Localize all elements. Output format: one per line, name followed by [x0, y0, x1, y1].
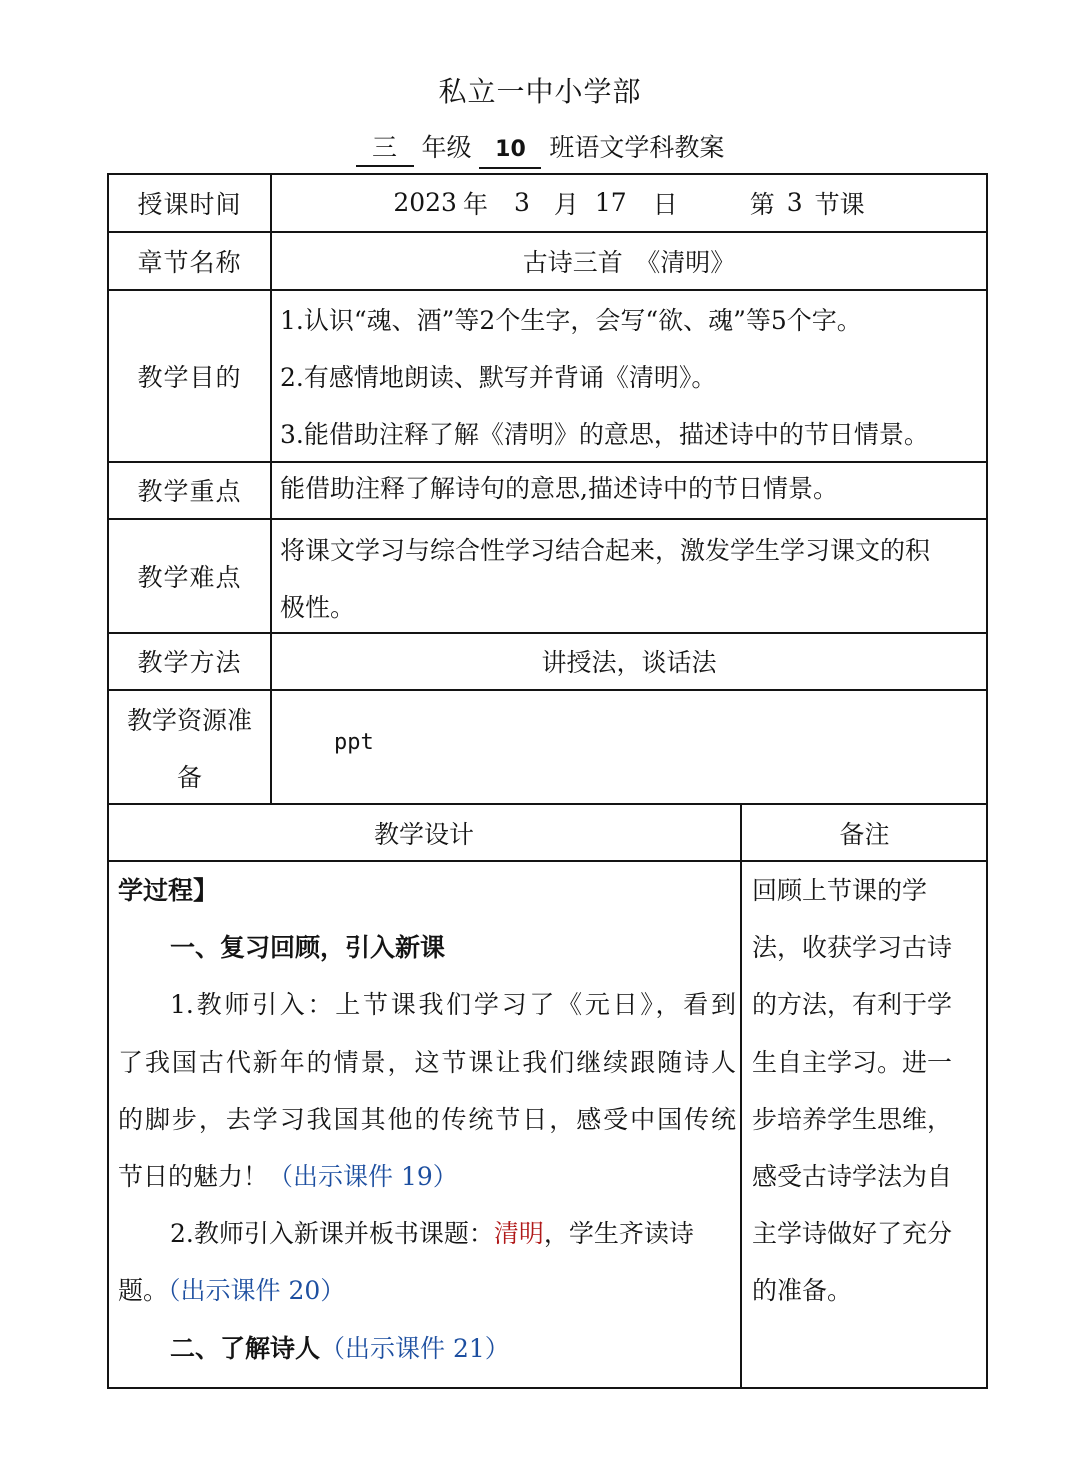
note-line: 的准备。 [752, 1276, 853, 1306]
month: 3 [513, 188, 530, 217]
note-column-header: 备注 [839, 820, 890, 849]
plan-subtitle [0, 128, 1080, 169]
paragraph-line: 1.教师引入：上节课我们学习了《元日》，看到 [170, 990, 736, 1020]
paragraph-text: 节日的魅力！ [118, 1162, 269, 1192]
day-unit: 日 [652, 189, 678, 219]
key-point-label: 教学重点 [137, 477, 242, 506]
key-point-value: 能借助注释了解诗句的意思,描述诗中的节日情景。 [280, 474, 838, 503]
notes-content [752, 862, 980, 1320]
column-divider [740, 804, 742, 1388]
resource-label-line: 教学资源准 [126, 706, 252, 735]
year: 2023 [393, 188, 457, 217]
note-line: 生自主学习。进一 [752, 1047, 953, 1077]
goals-label: 教学目的 [137, 362, 242, 392]
lesson-date [272, 174, 986, 231]
resource-value: ppt [334, 730, 374, 755]
row-divider [108, 689, 987, 691]
paragraph-text: ，学生齐读诗 [543, 1219, 694, 1249]
note-line: 回顾上节课的学 [752, 876, 928, 905]
difficulty-line: 极性。 [280, 593, 356, 622]
grade-value: 三 [356, 131, 414, 167]
paragraph-line [118, 1262, 736, 1319]
period-suffix: 节课 [814, 189, 865, 219]
title-highlight: 清明 [493, 1219, 544, 1249]
section-review-heading: 一、复习回顾，引入新课 [170, 933, 446, 963]
note-line: 法，收获学习古诗 [752, 933, 953, 963]
school-title: 私立一中小学部 [438, 75, 642, 108]
chapter-value: 古诗三首 《清明》 [522, 247, 736, 277]
month-unit: 月 [553, 189, 579, 219]
goal-item: 2.有感情地朗读、默写并背诵《清明》。 [280, 363, 717, 392]
note-line: 感受古诗学法为自 [752, 1162, 953, 1192]
paragraph-text: 题。 [118, 1276, 169, 1306]
goals-list [280, 296, 985, 467]
note-line: 步培养学生思维， [752, 1104, 953, 1134]
paragraph-line: 的脚步，去学习我国其他的传统节日，感受中国传统 [118, 1104, 736, 1134]
chapter-label: 章节名称 [137, 247, 242, 277]
goal-item: 1.认识“魂、酒”等2个生字，会写“欲、魂”等5个字。 [280, 306, 862, 335]
note-line: 的方法，有利于学 [752, 990, 953, 1020]
difficulty-value [280, 522, 980, 636]
goal-item: 3.能借助注释了解《清明》的意思，描述诗中的节日情景。 [280, 420, 929, 449]
paragraph-text: 2.教师引入新课并板书课题： [170, 1219, 494, 1249]
courseware-tag: （出示课件 21） [320, 1333, 510, 1363]
courseware-tag: （出示课件 20） [168, 1276, 346, 1306]
method-value: 讲授法，谈话法 [541, 648, 717, 677]
period-number: 3 [786, 188, 803, 217]
paragraph-line [118, 1205, 736, 1262]
class-number: 10 [479, 133, 541, 169]
section-poet-heading [118, 1320, 736, 1377]
courseware-tag: （出示课件 19） [268, 1162, 458, 1192]
resource-label-line: 备 [176, 763, 202, 792]
difficulty-line: 将课文学习与综合性学习结合起来，激发学生学习课文的积 [280, 536, 931, 565]
day: 17 [594, 188, 627, 217]
difficulty-label: 教学难点 [137, 562, 242, 592]
method-label: 教学方法 [137, 648, 242, 677]
resource-label [108, 692, 271, 806]
teaching-design-content [118, 862, 736, 1377]
design-column-header: 教学设计 [373, 820, 474, 849]
paragraph-line [118, 1148, 736, 1205]
grade-suffix: 年级 [421, 133, 472, 162]
section-title: 二、了解诗人 [170, 1333, 321, 1363]
note-line: 主学诗做好了充分 [752, 1219, 953, 1249]
period-prefix: 第 [749, 189, 775, 219]
year-unit: 年 [462, 189, 488, 219]
class-suffix: 班语文学科教案 [549, 133, 725, 162]
time-label: 授课时间 [137, 189, 242, 219]
paragraph-line: 了我国古代新年的情景，这节课让我们继续跟随诗人 [118, 1047, 736, 1077]
process-heading: 学过程】 [118, 876, 219, 905]
